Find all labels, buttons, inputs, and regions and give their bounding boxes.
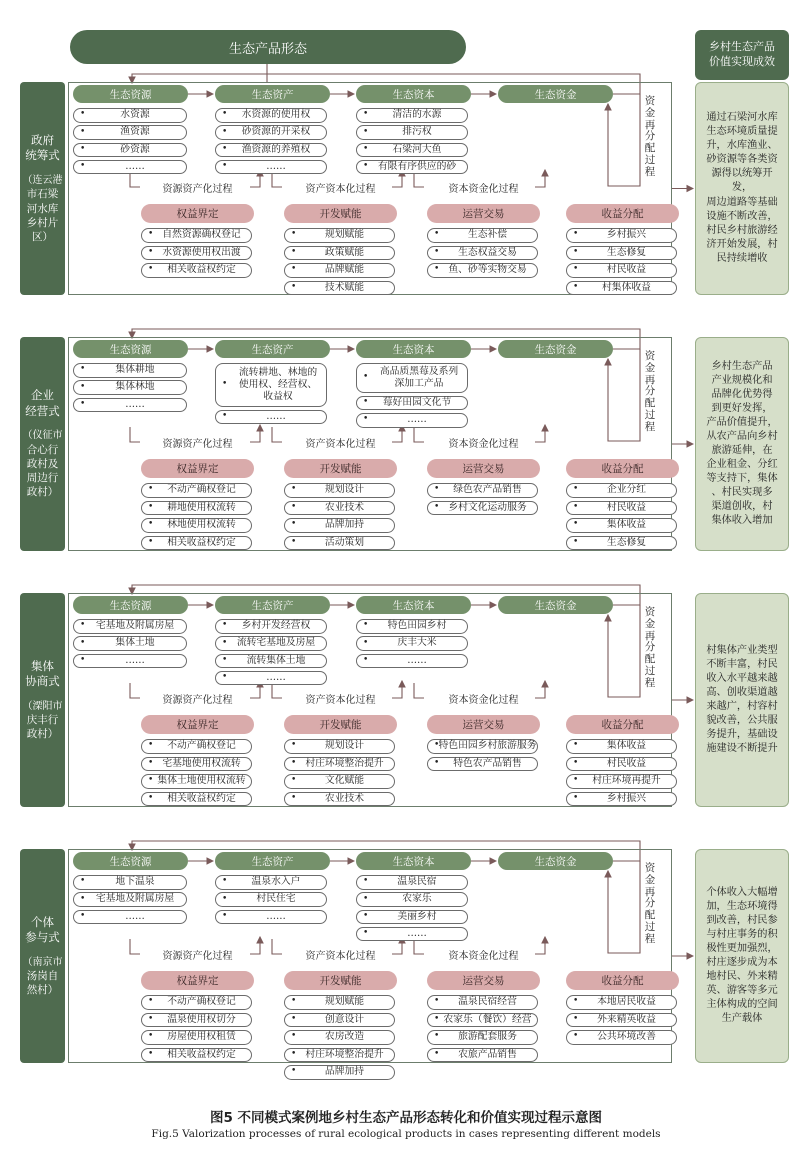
row-label-sub: 河水库	[26, 202, 59, 215]
row-label-sub: （南京市	[22, 956, 63, 968]
item-asset: • 流转耕地、林地的使用权、经营权、收益权	[215, 363, 327, 407]
mechanism-item: • 创意设计	[284, 1013, 395, 1028]
result-line: 设施不断改善，	[706, 210, 778, 222]
mechanism-item: • 农旅产品销售	[427, 1048, 538, 1063]
process-label-1: 资源资产化过程	[162, 184, 233, 195]
process-label-2: 资产资本化过程	[305, 695, 376, 706]
mechanism-item: • 生态修复	[566, 246, 677, 261]
item-capital: • 庆丰大米	[356, 636, 468, 651]
category-pill-capital: 生态资本	[356, 85, 471, 103]
item-resource: • ……	[73, 654, 187, 669]
mechanism-item: • 文化赋能	[284, 774, 395, 789]
mechanism-item: • 生态权益交易	[427, 246, 538, 261]
row-label-title: 经营式	[25, 403, 60, 418]
figure-caption-en: Fig.5 Valorization processes of rural ecological products in cases representing different models	[151, 1128, 661, 1140]
result-line: 等支持下，集体	[706, 473, 778, 485]
item-capital: • 温泉民宿	[356, 875, 468, 890]
result-line: 英、游客等多元	[706, 985, 778, 997]
redistribution-char: 再	[644, 885, 656, 898]
redistribution-char: 金	[644, 873, 656, 886]
process-label-2: 资产资本化过程	[305, 951, 376, 962]
item-capital: • ……	[356, 927, 468, 942]
mechanism-item: • 特色农产品销售	[427, 757, 538, 772]
category-pill-capital: 生态资本	[356, 852, 471, 870]
result-line: 、村民实现多	[711, 487, 773, 499]
mechanism-item: • 本地居民收益	[566, 995, 677, 1010]
row-label-title: 统筹式	[25, 148, 60, 163]
figure-caption-zh: 图5 不同模式案例地乡村生态产品形态转化和价值实现过程示意图	[209, 1110, 603, 1126]
item-asset: • ……	[215, 671, 327, 686]
result-line: 源得以统筹开发，	[711, 168, 773, 194]
process-label-3: 资本资金化过程	[448, 184, 519, 195]
redistribution-char: 资	[644, 95, 656, 107]
row-label-sub: （连云港	[22, 174, 63, 186]
mechanism-item: • 乡村文化运动服务	[427, 501, 538, 516]
item-capital: • ……	[356, 654, 468, 669]
row-label-sub: 政村）	[26, 486, 59, 499]
header-value-line: 乡村生态产品	[709, 40, 775, 54]
item-asset: • 砂资源的开采权	[215, 125, 327, 140]
category-pill-asset: 生态资产	[215, 596, 330, 614]
redistribution-char: 程	[644, 165, 656, 178]
result-line: 从农产品向乡村	[706, 430, 778, 442]
mechanism-pill-m1: 权益界定	[141, 459, 254, 478]
result-line: 集体收入增加	[711, 515, 773, 527]
result-box-0	[695, 82, 789, 295]
redistribution-char: 资	[644, 350, 656, 362]
result-line: 升，水库渔业、	[706, 140, 778, 152]
item-capital: • 清洁的水源	[356, 108, 468, 123]
item-capital: • 农家乐	[356, 892, 468, 907]
item-resource: • 砂资源	[73, 143, 187, 158]
mechanism-item: • 特色田园乡村旅游服务	[427, 739, 538, 754]
mechanism-item: • 耕地使用权流转	[141, 501, 252, 516]
mechanism-item: • 生态补偿	[427, 228, 538, 243]
mechanism-item: • 规划赋能	[284, 995, 395, 1010]
result-line: 产品价值提升，	[706, 416, 778, 428]
row-label-2	[20, 593, 65, 807]
row-label-title: 企业	[31, 388, 54, 403]
row-label-title: 协商式	[25, 674, 60, 689]
mechanism-item: • 不动产确权登记	[141, 995, 252, 1010]
mechanism-item: • 乡村振兴	[566, 228, 677, 243]
row-label-sub: 周边行	[26, 472, 59, 485]
redistribution-char: 分	[644, 641, 656, 654]
item-capital: • 有限有序供应的砂	[356, 160, 468, 175]
row-label-title: 参与式	[25, 930, 60, 945]
process-label-1: 资源资产化过程	[162, 439, 233, 450]
category-pill-fund: 生态资金	[498, 852, 613, 870]
process-label-2: 资产资本化过程	[305, 184, 376, 195]
redistribution-char: 金	[644, 106, 656, 119]
redistribution-char: 过	[644, 920, 656, 933]
mechanism-item: • 村民收益	[566, 757, 677, 772]
item-resource: • 集体耕地	[73, 363, 187, 378]
result-line: 来越广，村容村	[706, 701, 778, 712]
category-pill-resource: 生态资源	[73, 340, 188, 358]
category-pill-fund: 生态资金	[498, 340, 613, 358]
mechanism-item: • 生态修复	[566, 536, 677, 551]
item-resource: • ……	[73, 398, 187, 413]
redistribution-char: 分	[644, 385, 656, 398]
item-asset: • 村民住宅	[215, 892, 327, 907]
redistribution-char: 资	[644, 606, 656, 618]
result-line: 生态环境质量提	[706, 126, 778, 138]
result-line: 个体收入大幅增	[706, 886, 778, 898]
mechanism-pill-m4: 收益分配	[566, 459, 679, 478]
item-resource: • 地下温泉	[73, 875, 187, 890]
mechanism-item: • 农业技术	[284, 792, 395, 807]
redistribution-char: 资	[644, 862, 656, 874]
process-label-3: 资本资金化过程	[448, 695, 519, 706]
mechanism-item: • 规划赋能	[284, 228, 395, 243]
item-capital: • 高品质黑莓及系列深加工产品	[356, 363, 468, 393]
result-line: 渠道创收，村	[711, 501, 773, 513]
item-asset: • ……	[215, 410, 327, 425]
category-pill-resource: 生态资源	[73, 852, 188, 870]
result-line: 村集体产业类型	[706, 644, 778, 656]
mechanism-item: • 村庄环境整治提升	[284, 1048, 395, 1063]
item-asset: • ……	[215, 910, 327, 925]
category-pill-asset: 生态资产	[215, 340, 330, 358]
item-capital: • 美丽乡村	[356, 910, 468, 925]
category-pill-resource: 生态资源	[73, 85, 188, 103]
result-line: 民持续增收	[716, 252, 768, 264]
item-capital: • 排污权	[356, 125, 468, 140]
item-asset: • ……	[215, 160, 327, 175]
mechanism-item: • 农家乐（餐饮）经营	[427, 1013, 538, 1028]
item-capital: • 特色田园乡村	[356, 619, 468, 634]
mechanism-item: • 集体收益	[566, 518, 677, 533]
result-line: 施建设不断提升	[706, 743, 778, 755]
mechanism-item: • 温泉民宿经营	[427, 995, 538, 1010]
redistribution-char: 过	[644, 153, 656, 166]
item-capital: • 莓好田园文化节	[356, 396, 468, 411]
redistribution-char: 配	[644, 142, 656, 154]
redistribution-label	[643, 351, 657, 433]
item-asset: • 流转宅基地及房屋	[215, 636, 327, 651]
row-label-sub: 区）	[32, 230, 53, 243]
result-line: 务提升，基础设	[706, 729, 778, 741]
result-line: 砂资源等各类资	[706, 154, 778, 166]
mechanism-item: • 村庄环境整治提升	[284, 757, 395, 772]
redistribution-char: 配	[644, 397, 656, 409]
result-box-3	[695, 849, 789, 1063]
row-label-sub: （仪征市	[22, 430, 63, 442]
item-asset: • 水资源的使用权	[215, 108, 327, 123]
redistribution-char: 分	[644, 130, 656, 143]
redistribution-char: 程	[644, 420, 656, 433]
redistribution-char: 程	[644, 932, 656, 945]
header-ecological-product-form: 生态产品形态	[70, 30, 466, 64]
mechanism-pill-m4: 收益分配	[566, 715, 679, 734]
item-asset: • 温泉水入户	[215, 875, 327, 890]
mechanism-item: • 林地使用权流转	[141, 518, 252, 533]
process-label-3: 资本资金化过程	[448, 951, 519, 962]
result-line: 与村庄事务的积	[706, 928, 778, 940]
mechanism-item: • 相关收益权约定	[141, 792, 252, 807]
mechanism-item: • 村集体收益	[566, 281, 677, 296]
redistribution-char: 分	[644, 897, 656, 910]
mechanism-item: • 品牌赋能	[284, 263, 395, 278]
mechanism-item: • 房屋使用权租赁	[141, 1030, 252, 1045]
mechanism-pill-m3: 运营交易	[427, 971, 540, 990]
mechanism-pill-m4: 收益分配	[566, 204, 679, 223]
result-box-2	[695, 593, 789, 807]
mechanism-item: • 品牌加持	[284, 1065, 395, 1080]
result-line: 貌改善，公共服	[706, 715, 778, 727]
row-label-title: 政府	[31, 132, 54, 147]
result-line: 到改善，村民参	[706, 914, 778, 926]
row-label-sub: 庆丰行	[26, 714, 59, 727]
mechanism-item: • 村民收益	[566, 501, 677, 516]
category-pill-asset: 生态资产	[215, 85, 330, 103]
mechanism-item: • 绿色农产品销售	[427, 483, 538, 498]
redistribution-char: 配	[644, 909, 656, 921]
redistribution-char: 再	[644, 373, 656, 386]
row-label-1	[20, 337, 65, 551]
redistribution-char: 过	[644, 408, 656, 421]
redistribution-char: 再	[644, 118, 656, 131]
mechanism-item: • 相关收益权约定	[141, 263, 252, 278]
result-line: 品牌化优势得	[711, 388, 773, 400]
header-value-realization	[695, 30, 789, 80]
mechanism-pill-m1: 权益界定	[141, 204, 254, 223]
result-line: 地村民、外来精	[706, 971, 778, 983]
mechanism-pill-m4: 收益分配	[566, 971, 679, 990]
redistribution-char: 过	[644, 664, 656, 677]
row-label-title: 个体	[31, 914, 54, 929]
result-line: 周边道路等基础	[706, 196, 778, 208]
result-line: 高、创收渠道越	[706, 686, 778, 698]
result-line: 济开始发展，村	[706, 238, 778, 250]
result-line: 收入水平越来越	[706, 672, 778, 684]
result-line: 主体构成的空间	[706, 999, 778, 1011]
item-resource: • ……	[73, 160, 187, 175]
mechanism-item: • 集体收益	[566, 739, 677, 754]
redistribution-char: 金	[644, 617, 656, 630]
process-label-2: 资产资本化过程	[305, 439, 376, 450]
process-label-3: 资本资金化过程	[448, 439, 519, 450]
redistribution-label	[643, 96, 657, 178]
category-pill-capital: 生态资本	[356, 596, 471, 614]
mechanism-item: • 自然资源确权登记	[141, 228, 252, 243]
item-resource: • 集体林地	[73, 380, 187, 395]
item-resource: • ……	[73, 910, 187, 925]
item-asset: • 乡村开发经营权	[215, 619, 327, 634]
mechanism-item: • 政策赋能	[284, 246, 395, 261]
mechanism-item: • 宅基地使用权流转	[141, 757, 252, 772]
mechanism-item: • 企业分红	[566, 483, 677, 498]
result-line: 旅游延伸，在	[711, 445, 773, 456]
result-line: 企业租金、分红	[706, 459, 778, 471]
process-label-1: 资源资产化过程	[162, 951, 233, 962]
mechanism-item: • 规划设计	[284, 483, 395, 498]
result-line: 通过石梁河水库	[706, 112, 778, 124]
mechanism-item: • 相关收益权约定	[141, 1048, 252, 1063]
process-label-1: 资源资产化过程	[162, 695, 233, 706]
mechanism-item: • 水资源使用权出渡	[141, 246, 252, 261]
mechanism-item: • 相关收益权约定	[141, 536, 252, 551]
mechanism-item: • 旅游配套服务	[427, 1030, 538, 1045]
redistribution-char: 金	[644, 361, 656, 374]
mechanism-item: • 乡村振兴	[566, 792, 677, 807]
item-resource: • 宅基地及附属房屋	[73, 619, 187, 634]
mechanism-item: • 村庄环境再提升	[566, 774, 677, 789]
item-capital: • 石梁河大鱼	[356, 143, 468, 158]
mechanism-pill-m3: 运营交易	[427, 459, 540, 478]
mechanism-pill-m3: 运营交易	[427, 204, 540, 223]
mechanism-pill-m1: 权益界定	[141, 971, 254, 990]
redistribution-char: 再	[644, 629, 656, 642]
result-line: 产业规模化和	[711, 374, 773, 386]
result-line: 村民乡村旅游经	[706, 224, 778, 236]
item-resource: • 水资源	[73, 108, 187, 123]
result-line: 村庄逐步成为本	[706, 957, 778, 968]
mechanism-item: • 技术赋能	[284, 281, 395, 296]
mechanism-item: • 不动产确权登记	[141, 739, 252, 754]
mechanism-item: • 不动产确权登记	[141, 483, 252, 498]
mechanism-pill-m2: 开发赋能	[284, 204, 397, 223]
mechanism-item: • 规划设计	[284, 739, 395, 754]
row-label-sub: 汤岗自	[26, 970, 59, 983]
result-line: 不断丰富，村民	[706, 658, 778, 670]
result-line: 极性更加强烈，	[706, 942, 778, 954]
mechanism-item: • 活动策划	[284, 536, 395, 551]
redistribution-label	[643, 863, 657, 945]
item-resource: • 渔资源	[73, 125, 187, 140]
row-label-sub: 合心行	[26, 443, 59, 456]
mechanism-item: • 农房改造	[284, 1030, 395, 1045]
row-label-sub: 乡村片	[26, 216, 59, 229]
item-asset: • 流转集体土地	[215, 654, 327, 669]
mechanism-item: • 集体土地使用权流转	[141, 774, 252, 789]
category-pill-capital: 生态资本	[356, 340, 471, 358]
mechanism-item: • 温泉使用权切分	[141, 1013, 252, 1028]
result-line: 加，生态环境得	[706, 900, 778, 912]
mechanism-item: • 鱼、砂等实物交易	[427, 263, 538, 278]
result-box-1	[695, 337, 789, 551]
row-label-sub: 政村）	[26, 728, 59, 741]
redistribution-label	[643, 607, 657, 689]
row-label-sub: 政村及	[26, 458, 59, 471]
redistribution-char: 程	[644, 676, 656, 689]
category-pill-asset: 生态资产	[215, 852, 330, 870]
row-label-sub: 然村）	[26, 984, 59, 997]
result-line: 乡村生态产品	[711, 360, 773, 372]
mechanism-item: • 村民收益	[566, 263, 677, 278]
row-label-sub: 市石梁	[26, 188, 59, 201]
item-asset: • 渔资源的养殖权	[215, 143, 327, 158]
result-line: 生产载体	[721, 1013, 763, 1025]
mechanism-item: • 公共环境改善	[566, 1030, 677, 1045]
item-capital: • ……	[356, 413, 468, 428]
mechanism-pill-m2: 开发赋能	[284, 971, 397, 990]
mechanism-pill-m3: 运营交易	[427, 715, 540, 734]
redistribution-char: 配	[644, 653, 656, 665]
category-pill-resource: 生态资源	[73, 596, 188, 614]
header-value-line: 价值实现成效	[709, 55, 775, 68]
item-resource: • 宅基地及附属房屋	[73, 892, 187, 907]
item-resource: • 集体土地	[73, 636, 187, 651]
category-pill-fund: 生态资金	[498, 596, 613, 614]
mechanism-pill-m2: 开发赋能	[284, 715, 397, 734]
category-pill-fund: 生态资金	[498, 85, 613, 103]
mechanism-item: • 农业技术	[284, 501, 395, 516]
row-label-title: 集体	[31, 658, 54, 673]
mechanism-item: • 品牌加持	[284, 518, 395, 533]
row-label-sub: （溧阳市	[22, 700, 63, 712]
row-label-0	[20, 82, 65, 295]
mechanism-pill-m2: 开发赋能	[284, 459, 397, 478]
mechanism-pill-m1: 权益界定	[141, 715, 254, 734]
result-line: 到更好发挥，	[711, 402, 773, 414]
row-label-3	[20, 849, 65, 1063]
mechanism-item: • 外来精英收益	[566, 1013, 677, 1028]
